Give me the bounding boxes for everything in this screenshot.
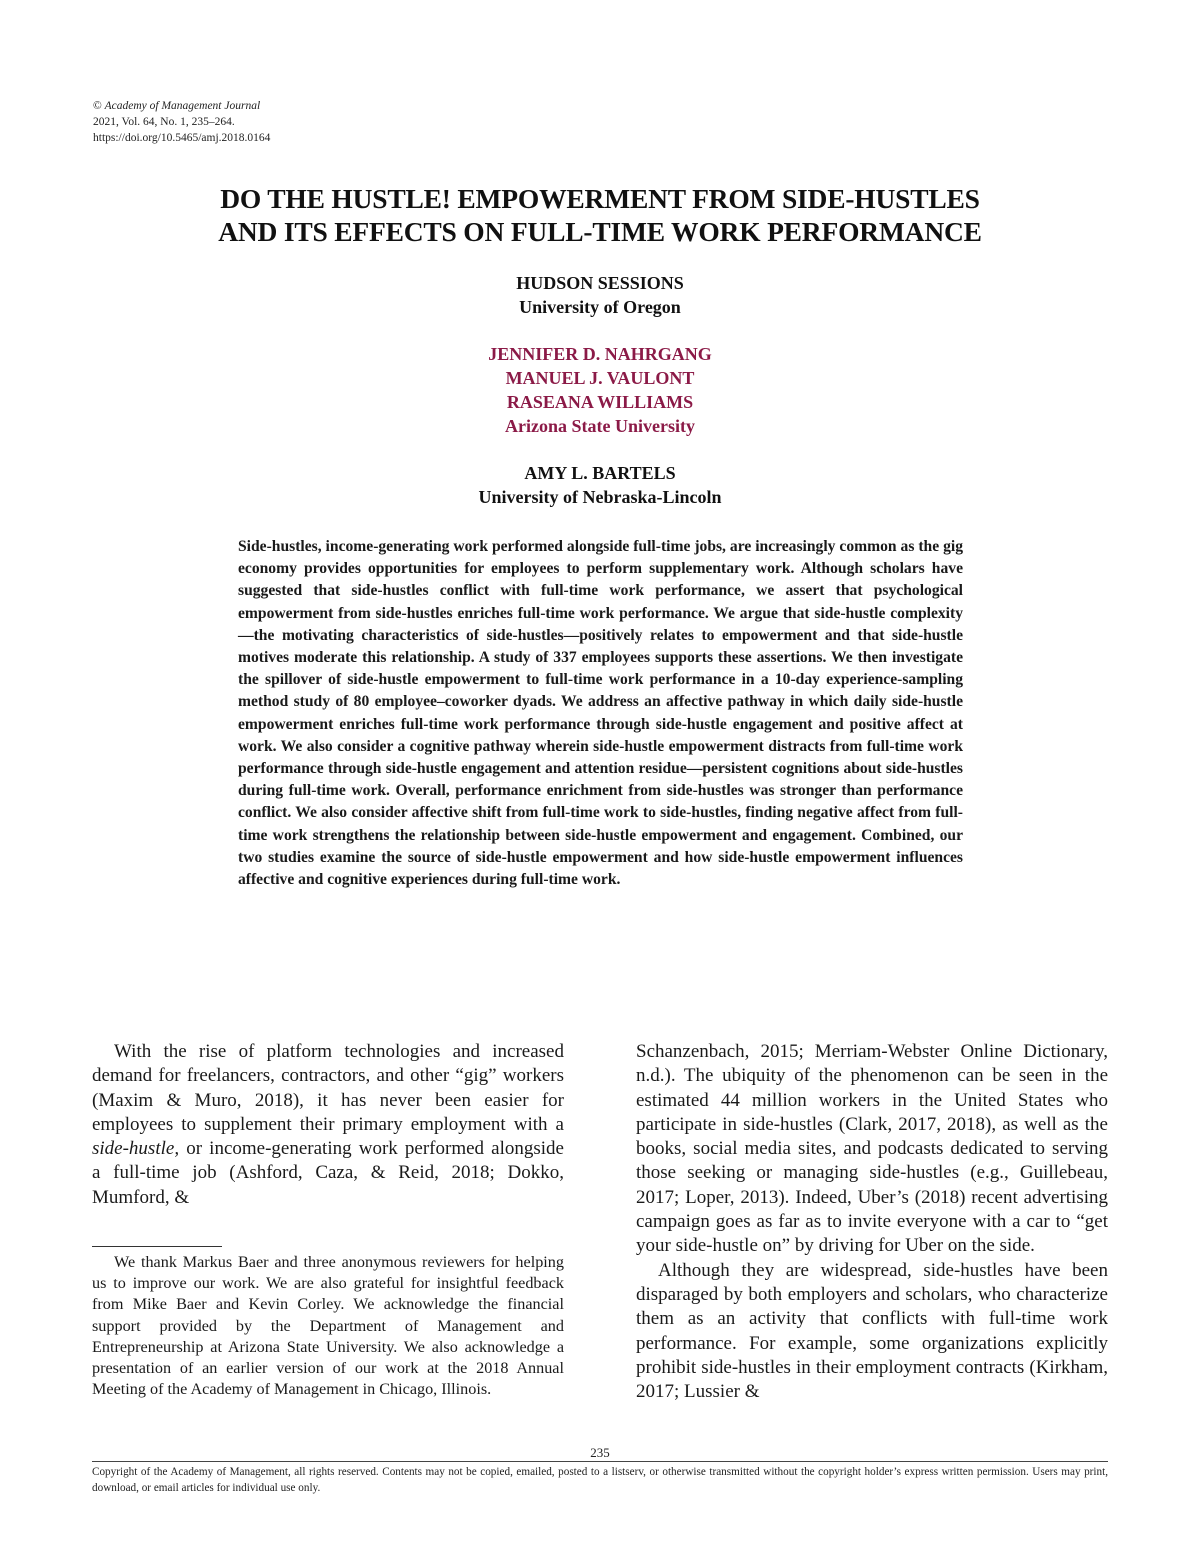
body-text: or income-generating work performed alongside a full-time job (Ashford, Caza, & Reid, 2018; Dokko, Mumford, & <box>92 1138 564 1208</box>
author-name: JENNIFER D. NAHRGANG <box>488 344 712 364</box>
body-paragraph <box>92 1040 564 1210</box>
copyright-symbol: © <box>93 100 102 112</box>
author-affiliation: University of Nebraska-Lincoln <box>478 487 722 507</box>
left-column <box>92 1040 564 1210</box>
article-title <box>100 182 1100 248</box>
journal-doi: https://doi.org/10.5465/amj.2018.0164 <box>93 132 271 144</box>
body-paragraph: Schanzenbach, 2015; Merriam-Webster Online Dictionary, n.d.). The ubiquity of the phenomenon can be seen in the estimated 44 million workers in the United States who participate in side-hustles (Clark, 2017, 2018), as well as the books, social media sites, and podcasts dedicated to serving those seeking or managing side-hustles (e.g., Guillebeau, 2017; Loper, 2013). Indeed, Uber’s (2018) recent advertising campaign goes as far as to invite everyone with a car to “get your side-hustle on” by driving for Uber on the side. <box>636 1041 1108 1257</box>
author-group-1 <box>300 271 900 319</box>
copyright-divider <box>92 1461 1108 1462</box>
journal-name-line <box>93 98 493 114</box>
journal-info <box>93 98 493 146</box>
author-name: HUDSON SESSIONS <box>516 273 684 293</box>
journal-name: Academy of Management Journal <box>104 100 261 112</box>
journal-volume: 2021, Vol. 64, No. 1, 235–264. <box>93 116 235 128</box>
right-column <box>636 1040 1108 1404</box>
body-text: With the rise of platform technologies and increased demand for freelancers, contractors, and other “gig” workers (Maxim & Muro, 2018), it has never been easier for employees to supplement their primary employment with a <box>92 1041 564 1135</box>
footnote <box>92 1252 564 1400</box>
abstract: Side-hustles, income-generating work performed alongside full-time jobs, are increasingly common as the gig economy provides opportunities for employees to perform supplementary work. Although scholars have suggested that side-hustles conflict with full-time work performance, we assert that psychological empowerment from side-hustles enriches full-time work performance. We argue that side-hustle complexity—the motivating characteristics of side-hustles—positively relates to empowerment and that side-hustle motives moderate this relationship. A study of 337 employees supports these assertions. We then investigate the spillover of side-hustle empowerment to full-time work performance in a 10-day experience-sampling method study of 80 employee–coworker dyads. We address an affective pathway in which daily side-hustle empowerment enriches full-time work performance through side-hustle engagement and positive affect at work. We also consider a cognitive pathway wherein side-hustle empowerment distracts from full-time work performance through side-hustle engagement and attention residue—persistent cognitions about side-hustles during full-time work. Overall, performance enrichment from side-hustles was stronger than performance conflict. We also consider affective shift from full-time work to side-hustles, finding negative affect from full-time work strengthens the relationship between side-hustle empowerment and engagement. Combined, our two studies examine the source of side-hustle empowerment and how side-hustle empowerment influences affective and cognitive experiences during full-time work. <box>238 538 963 889</box>
italic-term: side-hustle, <box>92 1138 180 1160</box>
author-group-2 <box>300 342 900 438</box>
footnote-divider <box>92 1246 222 1247</box>
author-affiliation: Arizona State University <box>505 416 695 436</box>
author-group-3 <box>300 461 900 509</box>
page-number: 235 <box>590 1445 610 1460</box>
author-affiliation: University of Oregon <box>519 297 681 317</box>
body-paragraph: Although they are widespread, side-hustles have been disparaged by both employers and scholars, who characterize them as an activity that conflicts with full-time work performance. For example, some organizations explicitly prohibit side-hustles in their employment contracts (Kirkham, 2017; Lussier & <box>636 1259 1108 1403</box>
author-name: RASEANA WILLIAMS <box>506 392 694 412</box>
title-line-2: AND ITS EFFECTS ON FULL-TIME WORK PERFORMANCE <box>218 216 982 247</box>
copyright-notice: Copyright of the Academy of Management, all rights reserved. Contents may not be copied, emailed, posted to a listserv, or otherwise transmitted without the copyright holder’s express written permission. Users may print, download, or email articles for individual use only. <box>92 1466 1108 1494</box>
author-name: AMY L. BARTELS <box>524 463 676 483</box>
author-name: MANUEL J. VAULONT <box>505 368 695 388</box>
footnote-text: We thank Markus Baer and three anonymous reviewers for helping us to improve our work. We are also grateful for insightful feedback from Mike Baer and Kevin Corley. We acknowledge the financial support provided by the Department of Management and Entrepreneurship at Arizona State University. We also acknowledge a presentation of an earlier version of our work at the 2018 Annual Meeting of the Academy of Management in Chicago, Illinois. <box>92 1253 564 1399</box>
title-line-1: DO THE HUSTLE! EMPOWERMENT FROM SIDE-HUSTLES <box>220 183 980 214</box>
